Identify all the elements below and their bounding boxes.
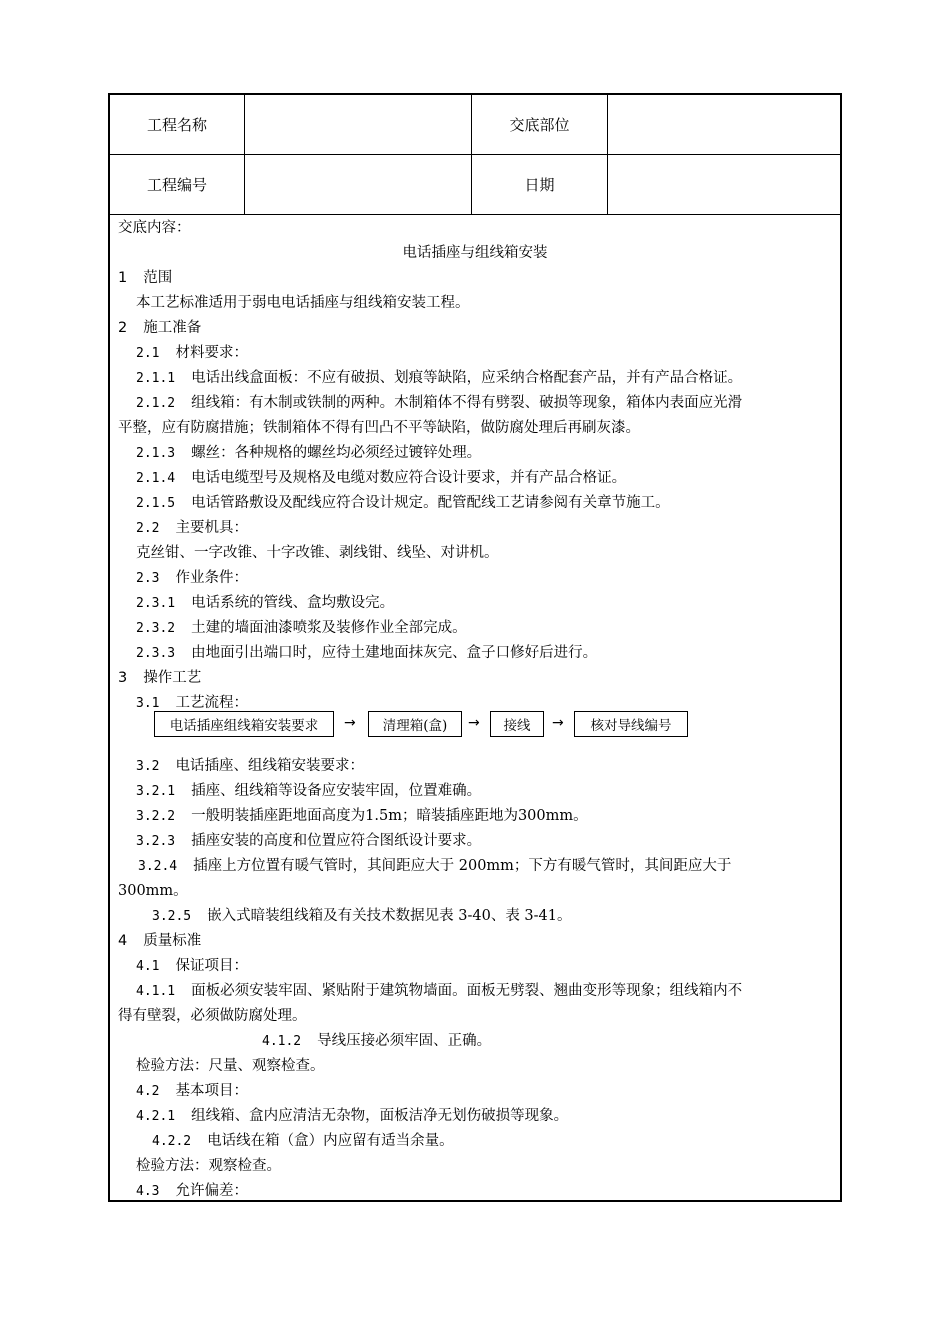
item-3-2-4-cont: 300mm。 [118, 883, 188, 899]
item-4-3 [136, 1182, 866, 1201]
item-num: 2.1.1 [136, 371, 176, 386]
flow-step-1: 电话插座组线箱安装要求 [154, 711, 334, 737]
item-text: 嵌入式暗装组线箱及有关技术数据见表 3-40、表 3-41。 [207, 908, 572, 924]
project-no-field[interactable] [245, 155, 472, 214]
item-num: 4.1.2 [262, 1034, 302, 1049]
item-2-2 [136, 519, 866, 538]
item-num: 3.2.5 [152, 909, 192, 924]
item-text: 主要机具： [175, 520, 248, 536]
item-num: 2.3.3 [136, 646, 176, 661]
section-title: 操作工艺 [143, 670, 202, 686]
header-row-1 [110, 95, 840, 155]
date-field[interactable] [608, 155, 840, 214]
item-2-3-2 [136, 619, 866, 638]
item-num: 3.1 [136, 696, 160, 711]
section-2-heading [118, 319, 848, 337]
item-text: 由地面引出端口时，应待土建地面抹灰完、盒子口修好后进行。 [191, 645, 598, 661]
item-num: 4.1.1 [136, 984, 176, 999]
item-num: 3.2.4 [138, 859, 178, 874]
item-4-2-1 [136, 1107, 866, 1126]
check-method-4-1: 检验方法：尺量、观察检查。 [136, 1058, 325, 1074]
item-text: 基本项目： [175, 1083, 248, 1099]
flow-step-2: 清理箱(盒) [368, 711, 462, 737]
project-no-label: 工程编号 [110, 155, 245, 214]
item-2-1 [136, 344, 866, 363]
item-3-2-1 [136, 782, 866, 801]
item-num: 2.1.5 [136, 496, 176, 511]
item-3-2-3 [136, 832, 866, 851]
item-4-2 [136, 1082, 866, 1101]
item-2-1-4 [136, 469, 866, 488]
item-num: 2.1.3 [136, 446, 176, 461]
project-name-label: 工程名称 [110, 95, 245, 154]
item-2-1-3 [136, 444, 866, 463]
section-1-text: 本工艺标准适用于弱电电话插座与组线箱安装工程。 [136, 295, 470, 311]
item-text: 允许偏差： [175, 1183, 248, 1199]
section-1-heading [118, 269, 848, 287]
item-num: 3.2.2 [136, 809, 176, 824]
item-num: 2.1 [136, 346, 160, 361]
check-method-4-2: 检验方法：观察检查。 [136, 1158, 281, 1174]
item-num: 2.3.2 [136, 621, 176, 636]
item-3-2 [136, 757, 866, 776]
tools-list: 克丝钳、一字改锥、十字改锥、剥线钳、线坠、对讲机。 [136, 545, 499, 561]
section-title: 范围 [143, 270, 173, 286]
item-3-2-5 [152, 907, 882, 926]
item-4-1 [136, 957, 866, 976]
item-2-1-5 [136, 494, 866, 513]
item-text: 导线压接必须牢固、正确。 [317, 1033, 492, 1049]
item-num: 2.3.1 [136, 596, 176, 611]
item-4-2-2 [152, 1132, 882, 1151]
item-text: 作业条件： [175, 570, 248, 586]
section-num: 2 [118, 320, 128, 336]
item-text: 面板必须安装牢固、紧贴附于建筑物墙面。面板无劈裂、翘曲变形等现象；组线箱内不 [191, 983, 743, 999]
item-3-2-4 [138, 857, 868, 876]
item-text: 一般明装插座距地面高度为1.5m；暗装插座距地为300mm。 [191, 808, 588, 824]
item-2-1-2 [136, 394, 866, 413]
section-4-heading [118, 932, 848, 950]
section-title: 施工准备 [143, 320, 202, 336]
item-num: 3.2.3 [136, 834, 176, 849]
item-num: 4.2.1 [136, 1109, 176, 1124]
disclosure-form [108, 93, 842, 1202]
item-num: 2.2 [136, 521, 160, 536]
item-2-3-3 [136, 644, 866, 663]
flow-arrow: → [468, 715, 480, 731]
item-text: 工艺流程： [175, 695, 248, 711]
item-num: 4.3 [136, 1184, 160, 1199]
intro-label: 交底内容： [118, 220, 191, 236]
item-num: 4.1 [136, 959, 160, 974]
section-num: 4 [118, 933, 128, 949]
item-text: 插座上方位置有暖气管时，其间距应大于 200mm；下方有暖气管时，其间距应大于 [193, 858, 732, 874]
part-label: 交底部位 [472, 95, 608, 154]
item-text: 电话线在箱（盒）内应留有适当余量。 [207, 1133, 454, 1149]
item-text: 保证项目： [175, 958, 248, 974]
item-text: 组线箱、盒内应清洁无杂物，面板洁净无划伤破损等现象。 [191, 1108, 569, 1124]
item-num: 4.2 [136, 1084, 160, 1099]
flow-step-4: 核对导线编号 [574, 711, 688, 737]
item-4-1-1-cont: 得有壁裂，必须做防腐处理。 [118, 1008, 307, 1024]
project-name-field[interactable] [245, 95, 472, 154]
item-num: 2.1.2 [136, 396, 176, 411]
flow-arrow: → [344, 715, 356, 731]
item-num: 3.2.1 [136, 784, 176, 799]
part-field[interactable] [608, 95, 840, 154]
item-2-1-2-cont: 平整，应有防腐措施；铁制箱体不得有凹凸不平等缺陷，做防腐处理后再刷灰漆。 [118, 420, 640, 436]
flow-step-3: 接线 [490, 711, 544, 737]
item-num: 2.1.4 [136, 471, 176, 486]
item-text: 材料要求： [175, 345, 248, 361]
item-num: 2.3 [136, 571, 160, 586]
item-text: 插座安装的高度和位置应符合图纸设计要求。 [191, 833, 482, 849]
item-4-1-1 [136, 982, 866, 1001]
item-text: 组线箱：有木制或铁制的两种。木制箱体不得有劈裂、破损等现象，箱体内表面应光滑 [191, 395, 743, 411]
section-num: 1 [118, 270, 128, 286]
item-2-3 [136, 569, 866, 588]
item-2-1-1 [136, 369, 866, 388]
date-label: 日期 [472, 155, 608, 214]
item-text: 土建的墙面油漆喷浆及装修作业全部完成。 [191, 620, 467, 636]
item-text: 电话电缆型号及规格及电缆对数应符合设计要求，并有产品合格证。 [191, 470, 627, 486]
process-flow [110, 711, 840, 739]
item-text: 螺丝：各种规格的螺丝均必须经过镀锌处理。 [191, 445, 482, 461]
item-text: 插座、组线箱等设备应安装牢固，位置难确。 [191, 783, 482, 799]
header-row-2 [110, 155, 840, 215]
item-num: 3.2 [136, 759, 160, 774]
flow-arrow: → [552, 715, 564, 731]
document-title: 电话插座与组线箱安装 [402, 245, 548, 261]
section-3-heading [118, 669, 848, 687]
item-4-1-2 [262, 1032, 950, 1051]
item-num: 4.2.2 [152, 1134, 192, 1149]
section-num: 3 [118, 670, 128, 686]
item-text: 电话系统的管线、盒均敷设完。 [191, 595, 395, 611]
item-text: 电话出线盒面板：不应有破损、划痕等缺陷，应采纳合格配套产品，并有产品合格证。 [191, 370, 743, 386]
item-2-3-1 [136, 594, 866, 613]
item-3-2-2 [136, 807, 866, 826]
item-text: 电话插座、组线箱安装要求： [175, 758, 364, 774]
section-title: 质量标准 [143, 933, 202, 949]
item-text: 电话管路敷设及配线应符合设计规定。配管配线工艺请参阅有关章节施工。 [191, 495, 670, 511]
